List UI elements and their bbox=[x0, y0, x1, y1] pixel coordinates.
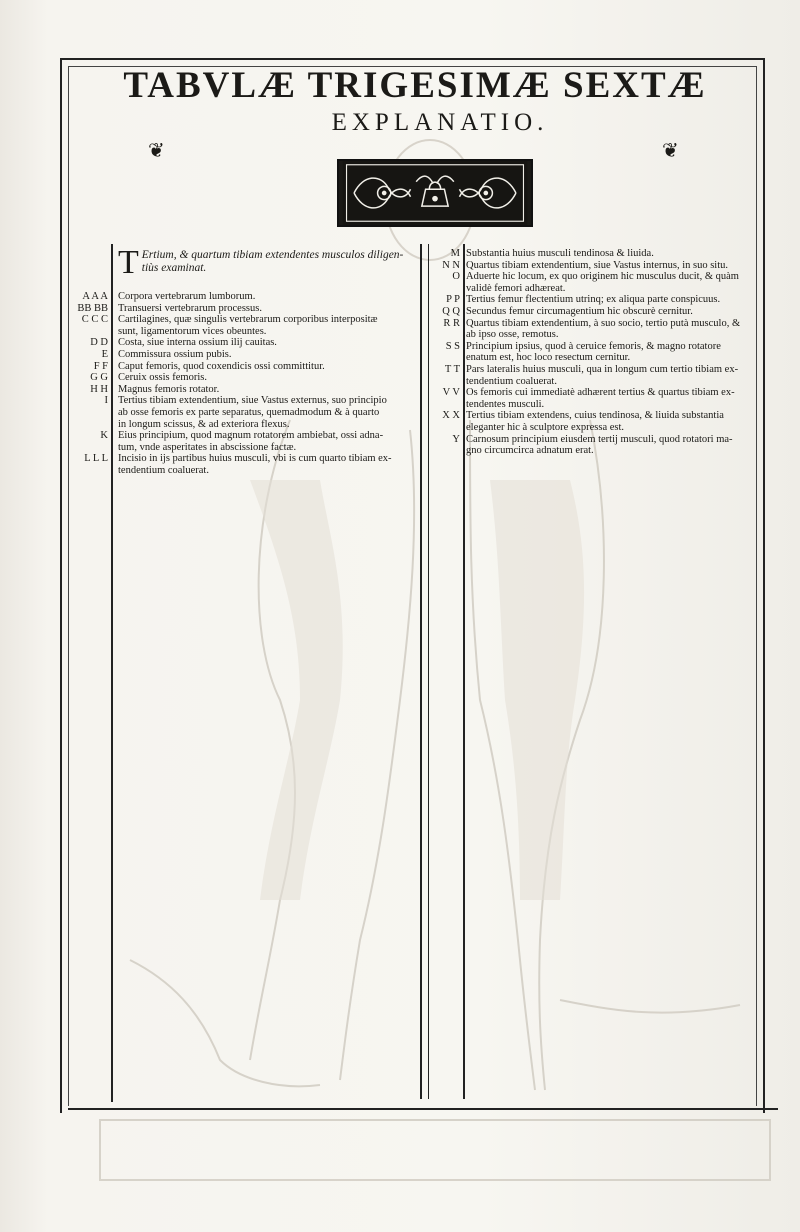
left-entry-line: Transuersi vertebrarum processus. bbox=[118, 302, 262, 314]
left-entry-line: Corpora vertebrarum lumborum. bbox=[118, 291, 256, 302]
left-entry-line: Costa, siue interna ossium ilij cauitas. bbox=[118, 337, 277, 349]
left-entry-line: sunt, ligamentorum vices obeuntes. bbox=[118, 325, 267, 337]
page-subtitle: EXPLANATIO. bbox=[331, 109, 549, 136]
left-entry-line: Commissura ossium pubis. bbox=[118, 349, 232, 360]
right-letter-key: T T bbox=[444, 364, 460, 375]
right-letter-key: S S bbox=[445, 340, 460, 352]
right-letter-key: N N bbox=[442, 259, 460, 271]
left-letter-key: K bbox=[100, 430, 108, 442]
right-entry-line: Carnosum principium eiusdem tertij musculi, quod rotatori ma- bbox=[466, 433, 733, 445]
right-entry-line: eleganter hic à sculptore expressa est. bbox=[466, 422, 625, 433]
left-entry-line: Incisio in ijs partibus huius musculi, vbi is cum quarto tibiam ex- bbox=[118, 453, 392, 465]
left-letter-key: D D bbox=[90, 337, 108, 349]
right-letter-key: V V bbox=[442, 387, 460, 399]
ornamental-headpiece-icon bbox=[337, 159, 533, 227]
left-letter-key: A A A bbox=[82, 291, 108, 302]
left-column-rule bbox=[111, 244, 113, 1102]
left-letter-key: G G bbox=[90, 372, 108, 384]
left-letter-key: F F bbox=[93, 360, 108, 372]
left-entry-line: in longum scissus, & ad exteriora flexus. bbox=[118, 418, 290, 430]
left-entry-line: Caput femoris, quod coxendicis ossi committitur. bbox=[118, 360, 325, 372]
page-title: TABVLÆ TRIGESIMÆ SEXTÆ bbox=[123, 65, 707, 106]
fleuron-left-icon: ❦ bbox=[148, 140, 165, 162]
middle-rule-right bbox=[463, 244, 465, 1099]
right-entry-line: tendentium coaluerat. bbox=[466, 375, 557, 387]
left-entry-line: Tertius tibiam extendentium, siue Vastus externus, suo principio bbox=[118, 395, 387, 407]
right-entry-line: gno circumcirca adnatum erat. bbox=[466, 445, 594, 457]
left-entry-line: Ceruix ossis femoris. bbox=[118, 372, 207, 384]
left-entry-line: tum, vnde asperitates in abscissione factæ. bbox=[118, 441, 297, 453]
drop-cap: T bbox=[118, 244, 139, 281]
right-entry-line: ab ipso osse, remotus. bbox=[466, 329, 559, 341]
right-letter-key: R R bbox=[443, 317, 460, 329]
right-letter-key: X X bbox=[442, 410, 460, 422]
middle-rule-inner bbox=[428, 244, 429, 1099]
right-entry-line: Tertius tibiam extendens, cuius tendinosa, & liuida substantia bbox=[466, 410, 724, 422]
left-letter-key: BB BB bbox=[77, 302, 108, 314]
right-entry-line: Aduerte hic locum, ex quo originem hic musculus ducit, & quàm bbox=[466, 271, 739, 283]
right-letter-key: Y bbox=[452, 433, 460, 445]
right-entry-line: Substantia huius musculi tendinosa & liuida. bbox=[466, 248, 654, 259]
intro-paragraph bbox=[118, 244, 418, 281]
right-entry-line: Quartus tibiam extendentium, siue Vastus internus, in suo situ. bbox=[466, 259, 728, 271]
right-letter-key: P P bbox=[446, 294, 460, 306]
right-entry-line: Pars lateralis huius musculi, qua in longum cum tertio tibiam ex- bbox=[466, 364, 739, 375]
right-entry-line: validè femori adhæreat. bbox=[466, 282, 566, 294]
intro-text: Ertium, & quartum tibiam extendentes musculos diligen- tiùs examinat. bbox=[141, 249, 404, 274]
right-entry-line: enatum est, hoc loco resectum cernitur. bbox=[466, 352, 631, 364]
left-entry-line: Magnus femoris rotator. bbox=[118, 383, 220, 395]
left-entry-line: Cartilagines, quæ singulis vertebrarum corporibus interpositæ bbox=[118, 314, 378, 326]
left-entry-line: tendentium coaluerat. bbox=[118, 465, 209, 476]
left-letter-key: I bbox=[104, 395, 108, 407]
left-letter-key: H H bbox=[90, 383, 108, 395]
right-entry-line: Secundus femur circumagentium hic obscurè cernitur. bbox=[466, 306, 693, 317]
right-letter-key: O bbox=[452, 271, 460, 283]
left-entry-line: Eius principium, quod magnum rotatorem ambiebat, ossi adna- bbox=[118, 430, 384, 442]
left-letter-key: C C C bbox=[81, 314, 108, 326]
page-frame-bottom-rule bbox=[68, 1108, 778, 1110]
right-letter-key: M bbox=[450, 248, 460, 259]
right-entry-line: Tertius femur flectentium utrinq; ex aliqua parte conspicuus. bbox=[466, 294, 721, 306]
left-letter-key: E bbox=[101, 349, 108, 360]
right-entry-line: Quartus tibiam extendentium, à suo socio, tertio putà musculo, & bbox=[466, 317, 741, 329]
fleuron-right-icon: ❦ bbox=[662, 140, 679, 162]
right-letter-key: Q Q bbox=[442, 306, 460, 317]
middle-rule-left bbox=[420, 244, 422, 1099]
left-letter-key: L L L bbox=[84, 453, 108, 465]
right-entry-line: tendentes musculi. bbox=[466, 398, 545, 410]
left-entry-line: ab osse femoris ex parte separatus, quemadmodum & à quarto bbox=[118, 407, 380, 418]
right-entry-line: Principium ipsius, quod à ceruice femoris, & magno rotatore bbox=[466, 340, 721, 352]
right-entry-line: Os femoris cui immediatè adhærent tertius & quartus tibiam ex- bbox=[466, 387, 735, 399]
